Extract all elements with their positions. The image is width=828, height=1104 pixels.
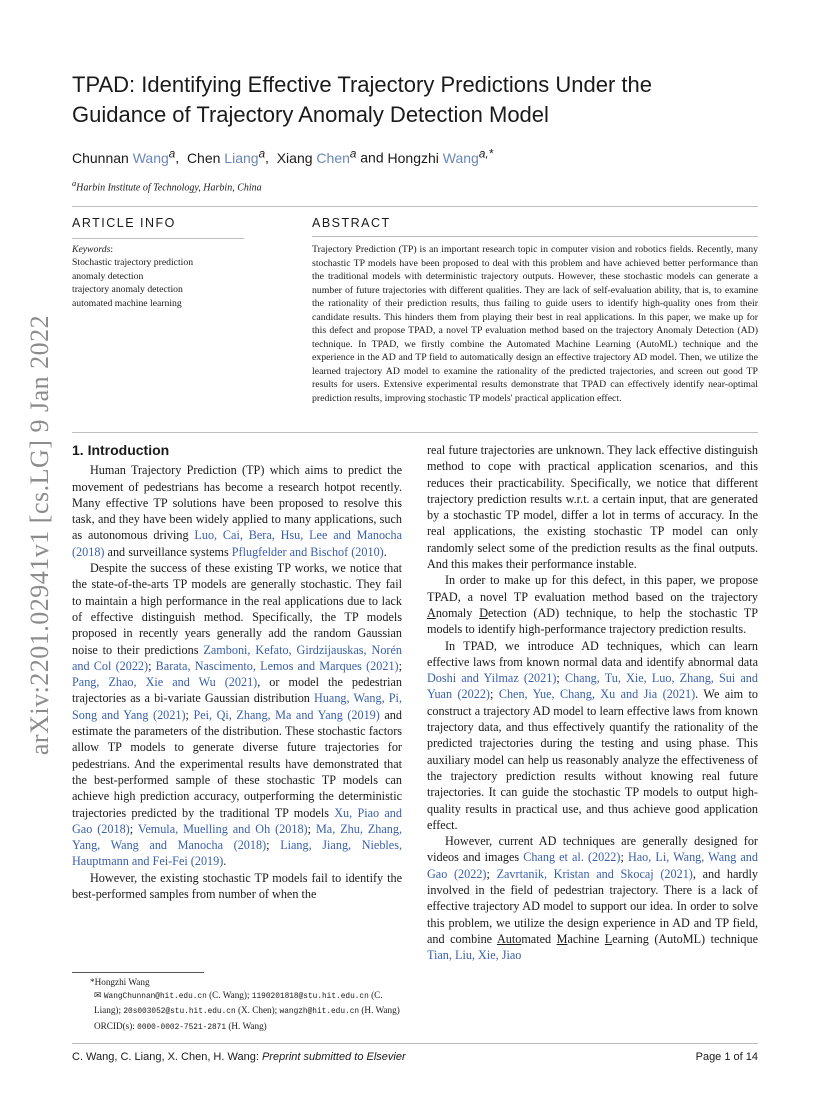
- paragraph: Despite the success of these existing TP works, we notice that the state-of-the-arts TP models are generally stochastic. They fail to maintain a high performance in the real applications due to lack of effective distinguish method. Specifically, the TP models proposed in recently years generally add the random Gaussian noise to their predictions Zamboni, Kefato, Girdzijauskas, Norén and Col (2022); Barata, Nascimento, Lemos and Marques (2021); Pang, Zhao, Xie and Wu (2021), or model the pedestrian trajectories as a bi-variate Gaussian distribution Huang, Wang, Pi, Song and Yang (2021); Pei, Qi, Zhang, Ma and Yang (2019) and estimate the parameters of the distribution. These stochastic factors allow TP models to generate diverse future trajectories for pedestrians. And the experimental results have demonstrated that the best-performed sample of these stochastic TP models can achieve high prediction accuracy, outperforming the deterministic trajectories predicted by the traditional TP models Xu, Piao and Gao (2018); Vemula, Muelling and Oh (2018); Ma, Zhu, Zhang, Yang, Wang and Manocha (2018); Liang, Jiang, Niebles, Hauptmann and Fei-Fei (2019).: [72, 561, 403, 869]
- affiliation: $^a$Harbin Institute of Technology, Harbin, China: [72, 179, 262, 194]
- citation-link[interactable]: Liang, Jiang, Niebles, Hauptmann and Fei-Fei (2019): [72, 838, 403, 869]
- citation-link[interactable]: Luo, Cai, Bera, Hsu, Lee and Manocha (2018): [72, 528, 402, 559]
- citation-link[interactable]: Hao, Li, Wang, Wang and Gao (2022): [427, 850, 758, 881]
- email-link[interactable]: 20s003052@stu.hit.edu.cn: [123, 1008, 236, 1017]
- citation-link[interactable]: Barata, Nascimento, Lemos and Marques (2021): [155, 658, 399, 673]
- title-line-2: Guidance of Trajectory Anomaly Detection Model: [72, 102, 549, 127]
- citation-link[interactable]: Chang et al. (2022): [523, 850, 621, 865]
- orcid-link[interactable]: 0000-0002-7521-2871: [137, 1023, 227, 1032]
- citation-link[interactable]: Tian, Liu, Xie, Jiao: [427, 948, 522, 963]
- keyword: trajectory anomaly detection: [72, 284, 183, 296]
- corresponding-author: Hongzhi Wang: [94, 977, 150, 987]
- email-link[interactable]: WangChunnan@hit.edu.cn: [103, 993, 207, 1002]
- citation-link[interactable]: Pei, Qi, Zhang, Ma and Yang (2019): [193, 707, 380, 722]
- divider: [72, 238, 244, 239]
- page-footer: [72, 1051, 758, 1063]
- keyword: Stochastic trajectory prediction: [72, 257, 194, 269]
- citation-link[interactable]: Chen, Yue, Chang, Xu and Jia (2021): [498, 687, 696, 702]
- footnote-rule: [72, 972, 204, 973]
- author: Chen Liang$^a$: [186, 147, 266, 166]
- section-heading: 1. Introduction: [72, 442, 170, 458]
- email-link[interactable]: wangzh@hit.edu.cn: [279, 1008, 360, 1017]
- divider: [312, 236, 758, 237]
- abstract-header: ABSTRACT: [312, 216, 391, 230]
- footnote: *Hongzhi Wang ✉ WangChunnan@hit.edu.cn (C. Wang); 1190201818@stu.hit.edu.cn (C. Liang); 20s003052@stu.hit.edu.cn (X. Chen); wangzh@hit.edu.cn (H. Wang) ORCID(s): 0000-0002-7521-2871 (H. Wang): [90, 977, 400, 1032]
- abstract-text: Trajectory Prediction (TP) is an important research topic in computer vision and robotics fields. Recently, many stochastic TP models have been proposed to deal with this problem and have achieved better performance than the traditional models with deterministic trajectory outputs. However, these stochastic models can generate a number of future trajectories with different qualities. They are lack of self-evaluation ability, that is, to examine the rationality of their prediction results, thus failing to guide users to identify high-quality ones from their candidate results. This hinders them from playing their best in real applications. In this paper, we make up for this defect and propose TPAD, a novel TP evaluation method based on the trajectory Anomaly Detection (AD) technique. In TPAD, we firstly combine the Automated Machine Learning (AutoML) technique and the experience in the AD and TP field to automatically design an effective trajectory AD model. Then, we utilize the learned trajectory AD model to examine the rationality of the predicted trajectories, and screen out good TP results for users. Extensive experimental results demonstrate that TPAD can effectively identify near-optimal prediction results, improving stochastic TP models' practical application effect.: [312, 244, 758, 405]
- citation-link[interactable]: Doshi and Yilmaz (2021): [427, 671, 557, 686]
- keyword: anomaly detection: [72, 270, 144, 282]
- citation-link[interactable]: Vemula, Muelling and Oh (2018): [137, 821, 308, 836]
- article-info-header: ARTICLE INFO: [72, 216, 176, 230]
- citation-link[interactable]: Pflugfelder and Bischof (2010): [231, 544, 384, 559]
- divider: [72, 206, 758, 207]
- citation-link[interactable]: Xu, Piao and Gao (2018): [72, 805, 402, 836]
- citation-link[interactable]: Huang, Wang, Pi, Song and Yang (2021): [72, 691, 402, 722]
- citation-link[interactable]: Chang, Tu, Xie, Luo, Zhang, Sui and Yuan (2022): [427, 671, 758, 702]
- title-line-1: TPAD: Identifying Effective Trajectory Predictions Under the: [72, 72, 653, 97]
- paragraph: real future trajectories are unknown. They lack effective distinguish method to cope with practical application scenarios, and this reduces their practicability. Specifically, we notice that different trajectory prediction results w.r.t. a certain input, that are generated by a stochastic TP model, differ a lot in terms of accuracy. In the real applications, the existing stochastic TP model can only randomly select some of the prediction results as the final outputs. And this makes their performance instable.: [427, 443, 758, 572]
- paragraph: Human Trajectory Prediction (TP) which aims to predict the movement of pedestrians has become a research hotpot recently. Many effective TP solutions have been proposed to resolve this task, and they have been widely applied to many applications, such as autonomous driving Luo, Cai, Bera, Hsu, Lee and Manocha (2018) and surveillance systems Pflugfelder and Bischof (2010).: [72, 463, 402, 559]
- author: Hongzhi Wang$^{a,*}$: [387, 147, 494, 166]
- footer-rule: [72, 1043, 758, 1044]
- email-icon: ✉: [94, 990, 102, 1001]
- right-column: [427, 442, 758, 964]
- page-number: Page 1 of 14: [695, 1051, 758, 1063]
- arxiv-identifier-sidebar: [20, 300, 60, 770]
- keywords-block: Keywords: Stochastic trajectory prediction anomaly detection trajectory anomaly detection automated machine learning: [72, 243, 247, 310]
- footer-note: Preprint submitted to Elsevier: [261, 1051, 406, 1063]
- citation-link[interactable]: Zavrtanik, Kristan and Skocaj (2021): [496, 866, 693, 881]
- keywords-label: Keywords: [72, 244, 111, 255]
- author-list: Chunnan Wang$^a$, Chen Liang$^a$, Xiang Chen$^a$ and Hongzhi Wang$^{a,*}$: [72, 147, 494, 166]
- paragraph: However, current AD techniques are generally designed for videos and images Chang et al. (2022); Hao, Li, Wang, Wang and Gao (2022); Zavrtanik, Kristan and Skocaj (2021), and hardly involved in the field of pedestrian trajectory. There is a lack of effective trajectory AD model to support our idea. In order to solve this problem, we utilize the design experience in AD and TP field, and combine Automated Machine Learning (AutoML) technique Tian, Liu, Xie, Jiao: [427, 834, 759, 963]
- paragraph: In order to make up for this defect, in this paper, we propose TPAD, a novel TP evaluation method based on the trajectory Anomaly Detection (AD) technique, to help the stochastic TP models to identify high-performance trajectory prediction results.: [427, 573, 758, 637]
- paragraph: However, the existing stochastic TP models fail to identify the best-performed samples from number of when the: [72, 870, 402, 902]
- left-column: [72, 442, 402, 902]
- author: Xiang Chen$^a$: [276, 147, 357, 166]
- paper-title: [72, 70, 772, 130]
- citation-link[interactable]: Zamboni, Kefato, Girdzijauskas, Norén and Col (2022): [72, 642, 402, 673]
- paragraph: In TPAD, we introduce AD techniques, which can learn effective laws from known normal data and identify abnormal data Doshi and Yilmaz (2021); Chang, Tu, Xie, Luo, Zhang, Sui and Yuan (2022); Chen, Yue, Chang, Xu and Jia (2021). We aim to construct a trajectory AD model to learn effective laws from known trajectory data, and thus effectively quantify the rationality of the predicted trajectories during the testing and using phase. This auxiliary model can help us reasonably analyze the effectiveness of the trajectory prediction results without knowing real future trajectories. It can guide the stochastic TP models to output high-quality results in practical use, and thus achieve good application effect.: [427, 638, 758, 832]
- citation-link[interactable]: Ma, Zhu, Zhang, Yang, Wang and Manocha (2018): [72, 821, 403, 853]
- arxiv-identifier-text: arXiv:2201.02941v1 [cs.LG] 9 Jan 2022: [25, 314, 54, 756]
- citation-link[interactable]: Pang, Zhao, Xie and Wu (2021): [72, 675, 258, 690]
- keyword: automated machine learning: [72, 297, 182, 309]
- author: Chunnan Wang$^a$: [72, 147, 176, 166]
- divider: [72, 432, 758, 433]
- email-link[interactable]: 1190201818@stu.hit.edu.cn: [251, 993, 369, 1002]
- footer-authors: C. Wang, C. Liang, X. Chen, H. Wang:: [72, 1051, 259, 1063]
